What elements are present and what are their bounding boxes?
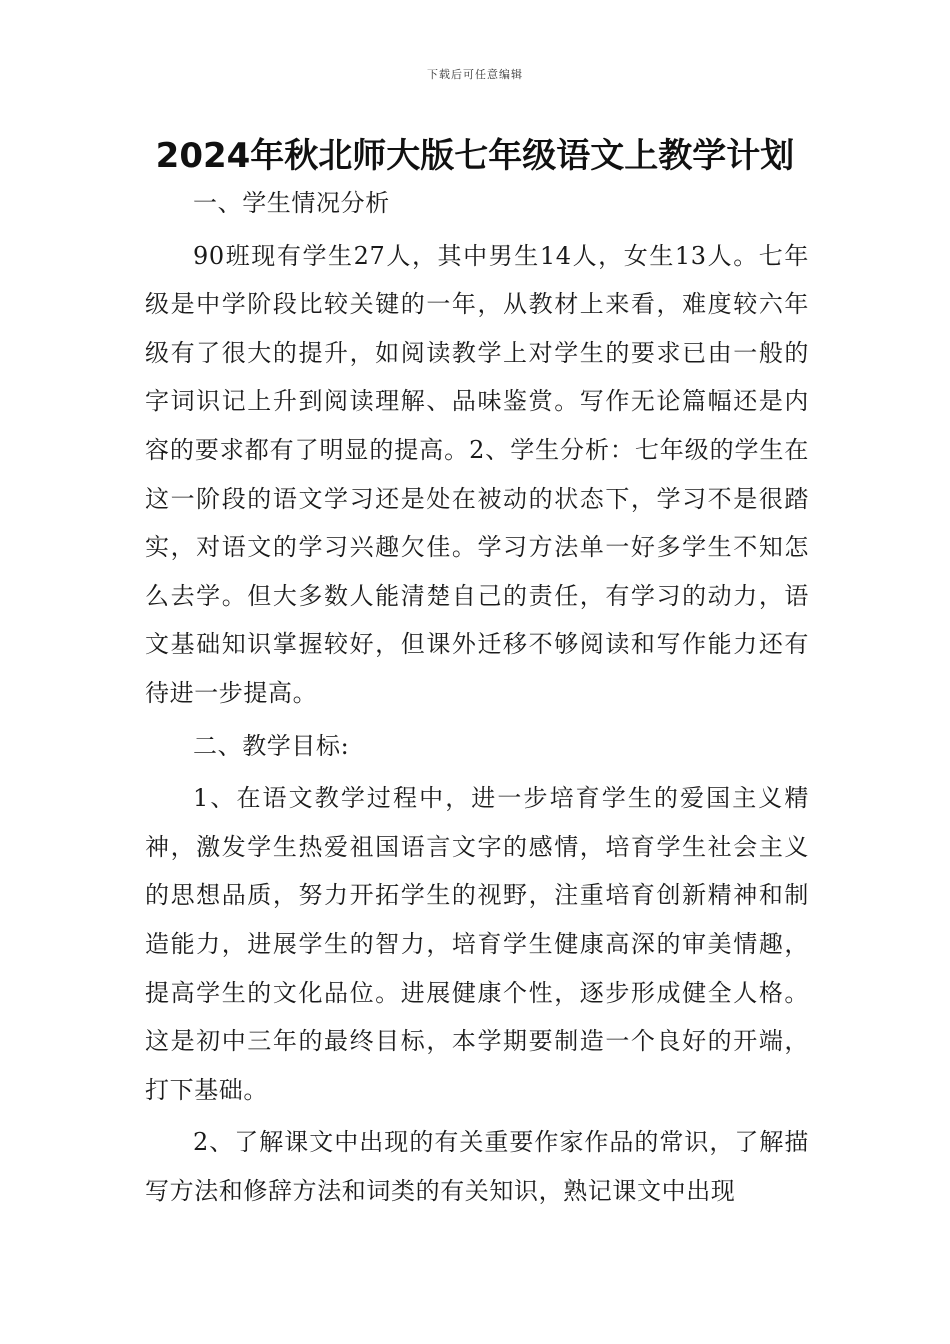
section-heading-teaching-goals: 二、教学目标: xyxy=(193,731,350,760)
document-body xyxy=(145,175,809,1215)
paragraph-student-situation: 90班现有学生27人，其中男生14人，女生13人。七年级是中学阶段比较关键的一年，从教材上来看，难度较六年级有了很大的提升，如阅读教学上对学生的要求已由一般的字词识记上升到阅读理解、品味鉴赏。写作无论篇幅还是内容的要求都有了明显的提高。2、学生分析：七年级的学生在这一阶段的语文学习还是处在被动的状态下，学习不是很踏实，对语文的学习兴趣欠佳。学习方法单一好多学生不知怎么去学。但大多数人能清楚自己的责任，有学习的动力，语文基础知识掌握较好，但课外迁移不够阅读和写作能力还有待进一步提高。 xyxy=(145,241,809,707)
paragraph-goal-1: 1、在语文教学过程中，进一步培育学生的爱国主义精神，激发学生热爱祖国语言文字的感情，培育学生社会主义的思想品质，努力开拓学生的视野，注重培育创新精神和制造能力，进展学生的智力，培育学生健康高深的审美情趣，提高学生的文化品位。进展健康个性，逐步形成健全人格。这是初中三年的最终目标，本学期要制造一个良好的开端，打下基础。 xyxy=(145,784,809,1104)
section-heading-student-analysis: 一、学生情况分析 xyxy=(193,189,390,217)
paragraph-goal-2: 2、了解课文中出现的有关重要作家作品的常识，了解描写方法和修辞方法和词类的有关知识，熟记课文中出现 xyxy=(145,1128,809,1205)
document-title: 2024年秋北师大版七年级语文上教学计划 xyxy=(155,136,795,176)
header-note: 下载后可任意编辑 xyxy=(427,68,523,81)
